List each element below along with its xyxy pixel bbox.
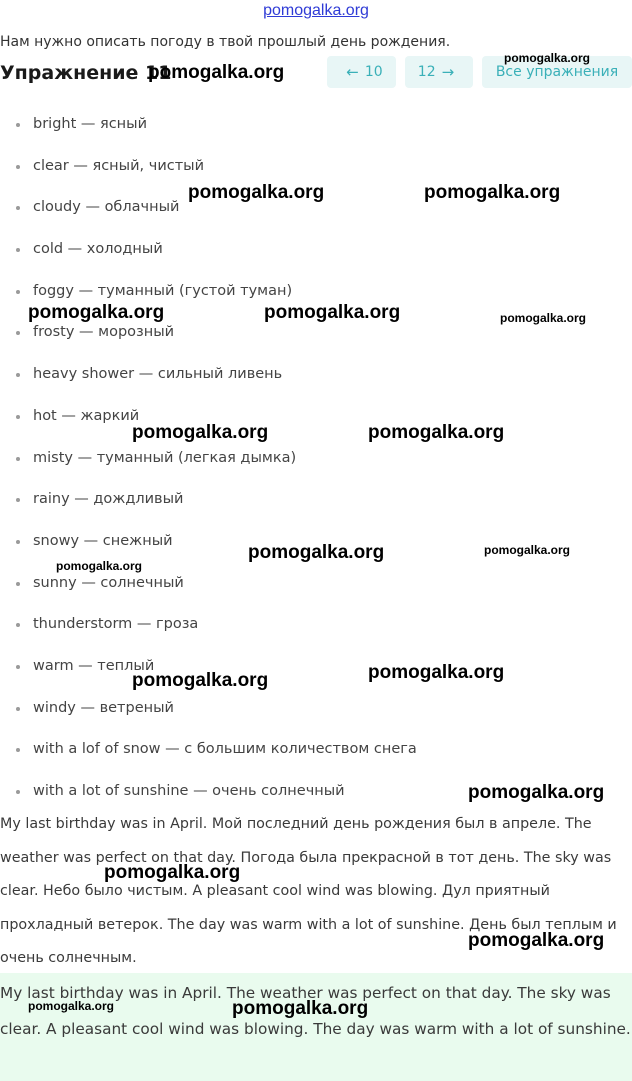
bullet-icon bbox=[16, 415, 20, 419]
bullet-icon bbox=[16, 707, 20, 711]
intro-text: Нам нужно описать погоду в твой прошлый день рождения. bbox=[0, 34, 451, 50]
bullet-icon bbox=[16, 123, 20, 127]
watermark: pomogalka.org bbox=[28, 302, 165, 323]
watermark: pomogalka.org bbox=[468, 930, 605, 951]
list-item bbox=[0, 688, 632, 730]
watermark: pomogalka.org bbox=[56, 559, 143, 573]
watermark: pomogalka.org bbox=[232, 998, 369, 1019]
watermark: pomogalka.org bbox=[264, 302, 401, 323]
vocab-entry: hot — жаркий bbox=[33, 407, 140, 424]
watermark: pomogalka.org bbox=[104, 862, 241, 883]
bullet-icon bbox=[16, 498, 20, 502]
list-item bbox=[0, 438, 632, 480]
watermark: pomogalka.org bbox=[28, 999, 115, 1013]
answer-paragraph: My last birthday was in April. The weather was perfect on that day. The sky was clear. A pleasant cool wind was blowing. The day was warm with a lot of sunshine. bbox=[0, 984, 631, 1038]
site-logo[interactable]: pomogalka.org bbox=[263, 2, 369, 19]
watermark: pomogalka.org bbox=[484, 543, 571, 557]
vocab-entry: thunderstorm — гроза bbox=[33, 616, 199, 633]
all-exercises-label: Все упражнения bbox=[495, 64, 619, 80]
watermark: pomogalka.org bbox=[132, 670, 269, 691]
list-item bbox=[0, 729, 632, 771]
bullet-icon bbox=[16, 331, 20, 335]
arrow-right-icon: → bbox=[441, 63, 455, 81]
exercise-title: Упражнение 11 bbox=[0, 62, 172, 84]
vocab-entry: with a lof of snow — с большим количеством снега bbox=[33, 741, 417, 758]
watermark: pomogalka.org bbox=[248, 542, 385, 563]
vocab-entry: warm — теплый bbox=[33, 657, 155, 674]
bullet-icon bbox=[16, 540, 20, 544]
vocab-entry: clear — ясный, чистый bbox=[33, 157, 205, 174]
bullet-icon bbox=[16, 748, 20, 752]
list-item bbox=[0, 229, 632, 271]
next-exercise-label: 12 bbox=[417, 64, 436, 80]
bullet-icon bbox=[16, 623, 20, 627]
vocab-entry: cold — холодный bbox=[33, 241, 163, 258]
vocab-entry: snowy — снежный bbox=[33, 532, 173, 549]
watermark: pomogalka.org bbox=[368, 662, 505, 683]
vocab-entry: cloudy — облачный bbox=[33, 199, 180, 216]
vocab-entry: with a lot of sunshine — очень солнечный bbox=[33, 783, 345, 799]
vocab-entry: foggy — туманный (густой туман) bbox=[33, 282, 293, 299]
list-item bbox=[0, 104, 632, 146]
watermark: pomogalka.org bbox=[132, 422, 269, 443]
watermark: pomogalka.org bbox=[504, 51, 591, 65]
bullet-icon bbox=[16, 165, 20, 169]
vocab-entry: heavy shower — сильный ливень bbox=[33, 366, 283, 383]
vocab-entry: rainy — дождливый bbox=[33, 491, 184, 508]
next-exercise-button[interactable] bbox=[405, 56, 473, 88]
list-item bbox=[0, 396, 632, 438]
list-item bbox=[0, 479, 632, 521]
watermark: pomogalka.org bbox=[368, 422, 505, 443]
vocabulary-list bbox=[0, 104, 632, 813]
bullet-icon bbox=[16, 373, 20, 377]
watermark: pomogalka.org bbox=[468, 782, 605, 803]
vocab-entry: misty — туманный (легкая дымка) bbox=[33, 449, 297, 466]
list-item bbox=[0, 354, 632, 396]
prev-exercise-label: 10 bbox=[364, 64, 383, 80]
translation-paragraph: My last birthday was in April. Мой последний день рождения был в апреле. The weather was perfect on that day. Погода была прекрасной в тот день. The sky was clear. Небо было чистым. A pleasant cool wind was blowing. Дул приятный прохладный ветерок. The day was warm with a lot of sunshine. День был теплым и очень солнечным. bbox=[0, 816, 617, 966]
bullet-icon bbox=[16, 790, 20, 794]
bullet-icon bbox=[16, 582, 20, 586]
watermark: pomogalka.org bbox=[188, 182, 325, 203]
watermark: pomogalka.org bbox=[148, 62, 285, 83]
list-item bbox=[0, 646, 632, 688]
arrow-left-icon: ← bbox=[346, 63, 359, 81]
vocab-entry: frosty — морозный bbox=[33, 324, 175, 341]
bullet-icon bbox=[16, 457, 20, 461]
vocab-entry: bright — ясный bbox=[33, 116, 148, 132]
watermark: pomogalka.org bbox=[500, 311, 587, 325]
prev-exercise-button[interactable] bbox=[327, 56, 396, 88]
watermark: pomogalka.org bbox=[424, 182, 561, 203]
vocab-entry: sunny — солнечный bbox=[33, 574, 184, 591]
vocab-entry: windy — ветреный bbox=[33, 699, 174, 716]
list-item bbox=[0, 604, 632, 646]
bullet-icon bbox=[16, 290, 20, 294]
bullet-icon bbox=[16, 248, 20, 252]
bullet-icon bbox=[16, 206, 20, 210]
bullet-icon bbox=[16, 665, 20, 669]
